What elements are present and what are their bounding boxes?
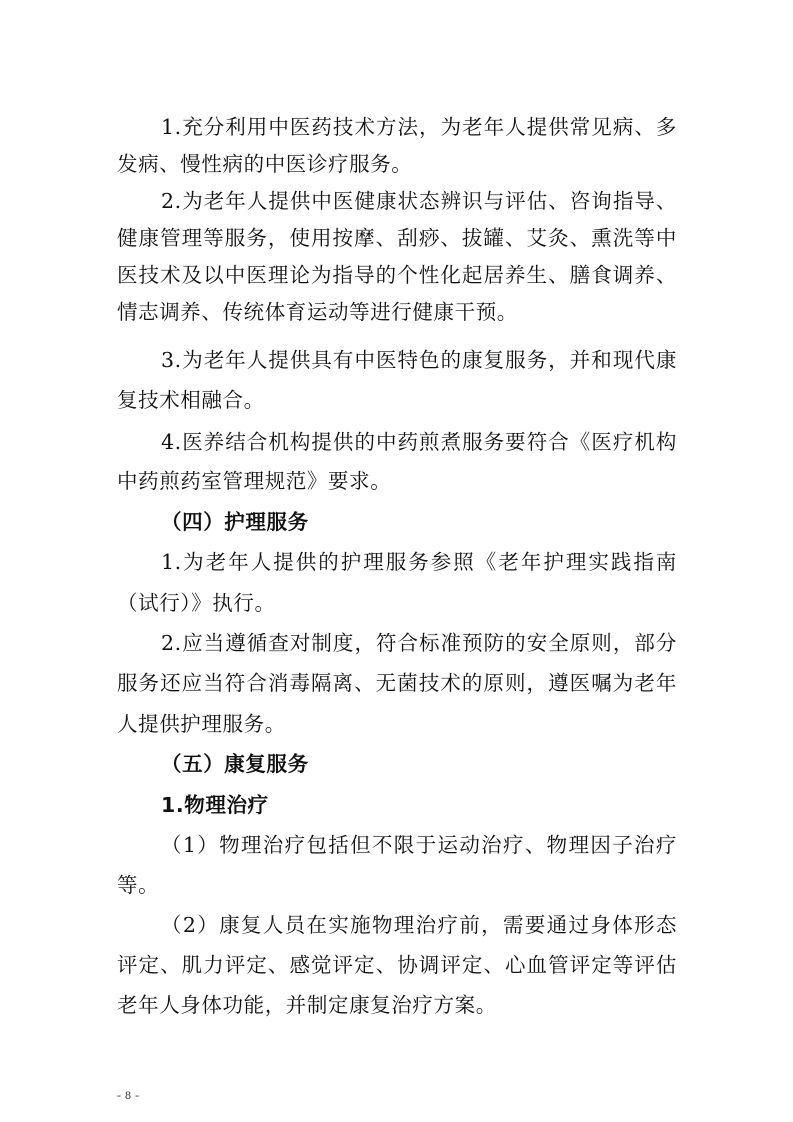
paragraph-6-line-1: 2.应当遵循查对制度，符合标准预防的安全原则，部分 (161, 631, 677, 655)
paragraph-4-line-2: 中药煎药室管理规范》要求。 (117, 469, 392, 493)
paragraph-4-line-1: 4.医养结合机构提供的中药煎煮服务要符合《医疗机构 (161, 430, 677, 454)
paragraph-8-line-3: 老年人身体功能，并制定康复治疗方案。 (117, 993, 497, 1017)
paragraph-2-line-1: 2.为老年人提供中医健康状态辨识与评估、咨询指导、 (161, 189, 677, 213)
paragraph-7-line-2: 等。 (117, 873, 160, 897)
paragraph-5-line-2: （试行）》执行。 (117, 591, 276, 615)
paragraph-3-line-2: 复技术相融合。 (117, 388, 265, 412)
section-heading-nursing: （四）护理服务 (161, 510, 309, 534)
paragraph-2-line-4: 情志调养、传统体育运动等进行健康干预。 (117, 300, 518, 324)
paragraph-1-line-2: 发病、慢性病的中医诊疗服务。 (117, 152, 413, 176)
paragraph-2-line-3: 医技术及以中医理论为指导的个性化起居养生、膳食调养、 (117, 263, 677, 287)
paragraph-1-line-1: 1.充分利用中医药技术方法，为老年人提供常见病、多 (161, 115, 677, 139)
paragraph-7-line-1: （1）物理治疗包括但不限于运动治疗、物理因子治疗 (161, 833, 677, 857)
paragraph-5-line-1: 1.为老年人提供的护理服务参照《老年护理实践指南 (161, 550, 677, 574)
section-heading-rehabilitation: （五）康复服务 (161, 752, 309, 776)
paragraph-6-line-2: 服务还应当符合消毒隔离、无菌技术的原则，遵医嘱为老年 (117, 671, 677, 695)
paragraph-6-line-3: 人提供护理服务。 (117, 712, 286, 736)
paragraph-8-line-1: （2）康复人员在实施物理治疗前，需要通过身体形态 (161, 913, 677, 937)
paragraph-8-line-2: 评定、肌力评定、感觉评定、协调评定、心血管评定等评估 (117, 953, 677, 977)
paragraph-3-line-1: 3.为老年人提供具有中医特色的康复服务，并和现代康 (161, 348, 677, 372)
paragraph-2-line-2: 健康管理等服务，使用按摩、刮痧、拔罐、艾灸、熏洗等中 (117, 226, 677, 250)
page-number: - 8 - (117, 1088, 140, 1102)
subsection-heading-physical-therapy: 1.物理治疗 (161, 793, 269, 817)
